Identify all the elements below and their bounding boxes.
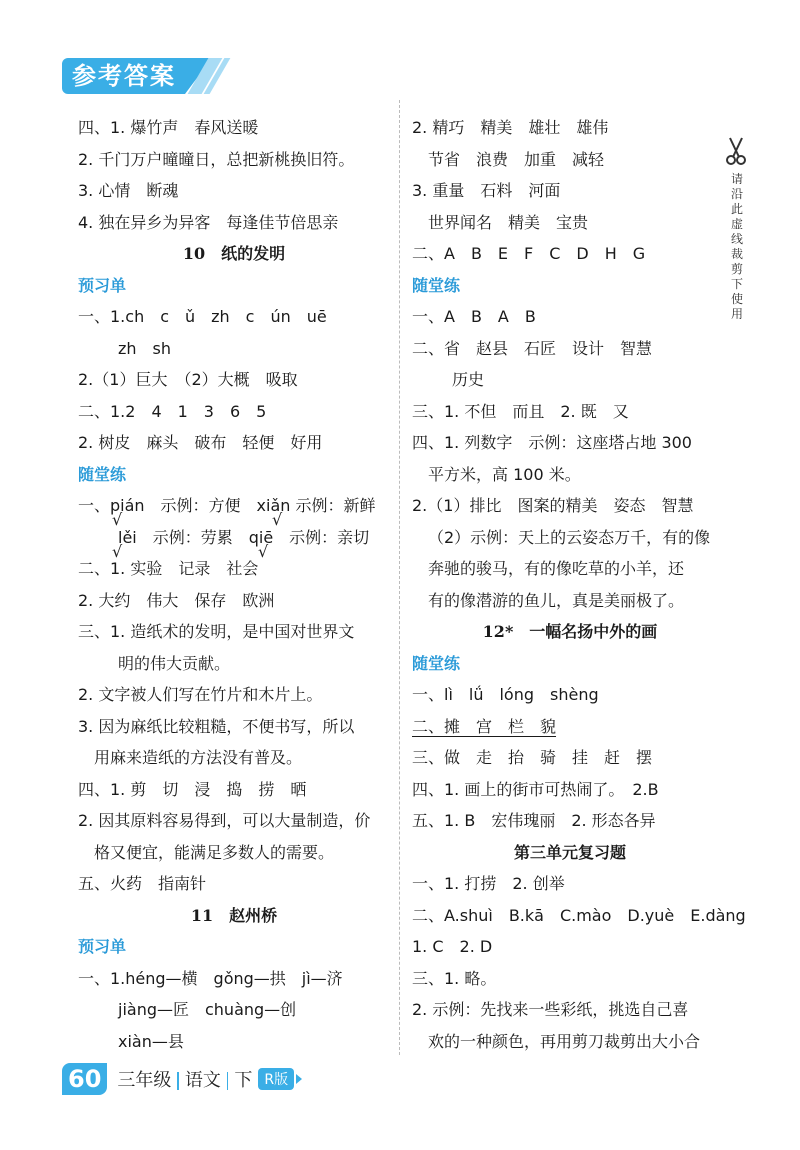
check-mark-icon: √ <box>112 510 123 529</box>
answer-line: 三、1. 造纸术的发明，是中国对世界文 <box>78 622 355 641</box>
answer-line: 欢的一种颜色，再用剪刀裁剪出大小合 <box>428 1031 701 1051</box>
page-footer <box>62 1062 302 1096</box>
answer-line: 二、1.2 4 1 3 6 5 <box>78 401 267 421</box>
cut-instruction-char: 使 <box>730 292 743 306</box>
right-column <box>412 112 746 1057</box>
edition-badge: R版 <box>258 1068 294 1090</box>
answer-line: 格又便宜，能满足多数人的需要。 <box>94 842 335 862</box>
answer-line: 2. 因其原料容易得到，可以大量制造，价 <box>78 811 371 830</box>
page-title: 参考答案 <box>72 62 176 90</box>
footer-subject: 语文 <box>184 1070 221 1091</box>
footer-separator <box>227 1072 229 1090</box>
cut-instruction-char: 虚 <box>730 217 743 231</box>
page-number: 60 <box>62 1063 107 1095</box>
answer-line: 一、lì lǘ lóng shèng <box>412 685 599 704</box>
left-column <box>78 112 390 1057</box>
answer-line: 3. 重量 石料 河面 <box>412 181 561 200</box>
answer-line: 2. 示例：先找来一些彩纸，挑选自己喜 <box>412 1000 689 1019</box>
section-heading: 预习单 <box>78 275 127 295</box>
answer-line: 一、1.ch c ǔ zh c ún uē <box>78 307 327 326</box>
answer-line: （2）示例：天上的云姿态万千，有的像 <box>428 527 711 547</box>
cut-instruction-char: 裁 <box>730 247 743 261</box>
lesson-title: 12* 一幅名扬中外的画 <box>482 622 658 641</box>
answer-line: 2.（1）巨大 （2）大概 吸取 <box>78 370 298 389</box>
answer-line: 奔驰的骏马，有的像吃草的小羊，还 <box>428 559 685 578</box>
answer-line: 四、1. 画上的街市可热闹了。 2.B <box>412 779 659 799</box>
cut-instruction-char: 请 <box>730 172 743 186</box>
answer-line: 1. C 2. D <box>412 937 493 956</box>
answer-line: 三、1. 略。 <box>412 968 497 988</box>
answer-line: xiàn—县 <box>118 1031 184 1051</box>
answer-line: 二、A.shuì B.kā C.mào D.yuè E.dàng <box>412 905 746 925</box>
answer-line: 2. 千门万户曈曈日，总把新桃换旧符。 <box>78 149 355 169</box>
cut-instruction <box>728 172 746 322</box>
cut-instruction-char: 线 <box>730 232 743 246</box>
answer-line: 有的像潜游的鱼儿，真是美丽极了。 <box>428 590 685 610</box>
answer-line: 2. 精巧 精美 雄壮 雄伟 <box>412 118 609 137</box>
answer-line: 一、1.héng—横 gǒng—拱 jì—济 <box>78 968 343 988</box>
answer-line: 三、1. 不但 而且 2. 既 又 <box>412 401 629 421</box>
check-mark-icon: √ <box>272 510 283 529</box>
answer-line: 世界闻名 精美 宝贵 <box>428 212 589 232</box>
answer-line: 平方米，高 100 米。 <box>428 464 581 484</box>
answer-line: 3. 心情 断魂 <box>78 181 179 200</box>
answer-line: 一、A B A B <box>412 307 536 326</box>
lesson-title: 10 纸的发明 <box>182 244 286 263</box>
check-mark-icon: √ <box>112 542 123 561</box>
answer-line: 二、1. 实验 记录 社会 <box>78 559 259 578</box>
scissors-icon <box>724 136 748 166</box>
answer-line: 二、A B E F C D H G <box>412 244 646 263</box>
cut-instruction-char: 剪 <box>730 262 743 276</box>
section-heading: 随堂练 <box>78 464 127 484</box>
answer-line: 历史 <box>452 370 485 389</box>
cut-instruction-char: 下 <box>730 277 743 291</box>
section-heading: 随堂练 <box>412 653 461 673</box>
answer-line: 四、1. 列数字 示例：这座塔占地 300 <box>412 433 692 452</box>
answer-line: zh sh <box>118 338 172 358</box>
answer-line: 4. 独在异乡为异客 每逢佳节倍思亲 <box>78 212 339 232</box>
answer-line: 五、1. B 宏伟瑰丽 2. 形态各异 <box>412 811 656 830</box>
answer-line: 2. 树皮 麻头 破布 轻便 好用 <box>78 433 323 452</box>
answer-line: 一、pián 示例：方便 xiǎn 示例：新鲜 <box>78 496 376 515</box>
answer-line: 2. 文字被人们写在竹片和木片上。 <box>78 685 323 704</box>
answer-line: 2. 大约 伟大 保存 欧洲 <box>78 590 275 610</box>
section-heading: 随堂练 <box>412 275 461 295</box>
arrow-right-icon <box>296 1074 302 1084</box>
answer-line: 四、1. 爆竹声 春风送暖 <box>78 118 259 137</box>
answer-line: 3. 因为麻纸比较粗糙，不便书写，所以 <box>78 716 355 736</box>
answer-line: 2.（1）排比 图案的精美 姿态 智慧 <box>412 496 694 515</box>
cut-instruction-char: 用 <box>730 307 743 321</box>
answer-line: lěi 示例：劳累 qiē 示例：亲切 <box>118 527 370 547</box>
footer-separator <box>177 1072 179 1090</box>
answer-line: 三、做 走 抬 骑 挂 赶 摆 <box>412 748 653 767</box>
cut-divider <box>399 100 400 1055</box>
footer-volume: 下 <box>234 1070 253 1091</box>
answer-line: 五、火药 指南针 <box>78 874 207 893</box>
cut-instruction-char: 沿 <box>730 187 743 201</box>
check-mark-icon: √ <box>258 542 269 561</box>
lesson-title: 11 赵州桥 <box>190 905 278 925</box>
answer-line: jiàng—匠 chuàng—创 <box>118 1000 297 1019</box>
answer-line: 节省 浪费 加重 减轻 <box>428 149 605 169</box>
answer-line: 二、省 赵县 石匠 设计 智慧 <box>412 338 653 358</box>
answer-line: 明的伟大贡献。 <box>118 653 231 673</box>
footer-grade: 三年级 <box>117 1070 172 1091</box>
answer-line: 一、1. 打捞 2. 创举 <box>412 874 565 893</box>
answer-line: 二、摊 宫 栏 貌 <box>412 716 557 736</box>
answer-line: 用麻来造纸的方法没有普及。 <box>94 748 303 767</box>
cut-instruction-char: 此 <box>730 202 743 216</box>
unit-review-title: 第三单元复习题 <box>513 842 626 862</box>
section-heading: 预习单 <box>78 937 127 956</box>
answer-line: 四、1. 剪 切 浸 捣 捞 晒 <box>78 779 307 799</box>
